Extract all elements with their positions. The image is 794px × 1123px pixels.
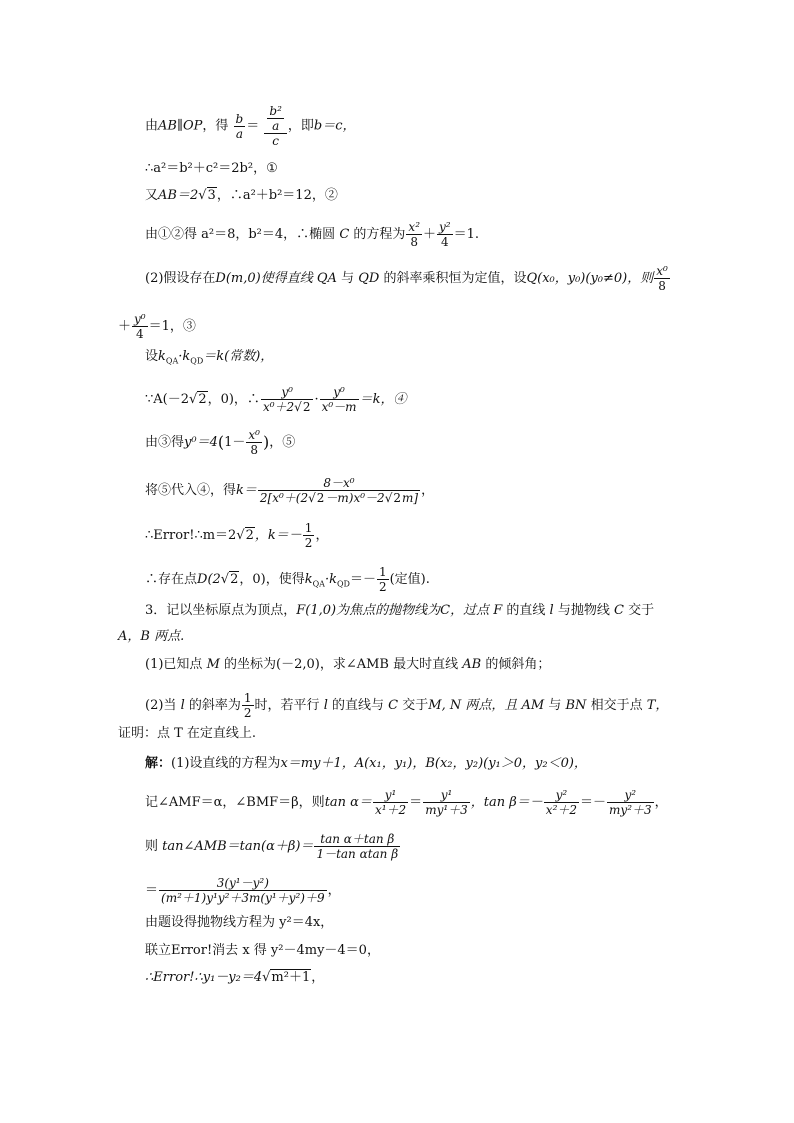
text: ＝k(常数)， — [203, 349, 274, 364]
text: 交于 — [402, 698, 429, 713]
text: ＝ — [409, 795, 423, 810]
text: 1－ — [224, 435, 246, 450]
text: 的方程为 — [353, 227, 406, 242]
line-k-expression — [145, 476, 434, 505]
fraction: $\frac{\text{x⁰}}{8}$ — [656, 264, 668, 293]
text: y⁰＝4 — [184, 435, 218, 450]
text: 与抛物线 — [557, 603, 610, 618]
text: C，过点 — [440, 603, 490, 618]
text: 的坐标为(－2,0)，求∠AMB 最大时直线 — [224, 657, 459, 672]
text: 又 — [145, 188, 159, 203]
line-eq4: ∵A(－2√2，0)，∴ $\frac{\text{y⁰}}{\text{x⁰＋2√2}}$ · $\frac{\text{y⁰}}{\text{x⁰－m}}$ ＝k，④ — [145, 385, 407, 414]
line-ellipse-equation — [145, 220, 479, 249]
text: l — [323, 698, 328, 713]
problem-3-statement — [145, 603, 654, 619]
text: A，B 两点. — [118, 629, 185, 644]
text: C — [614, 603, 624, 618]
text: QA — [165, 356, 179, 366]
fraction: $\frac{\text{tan α＋tan β}}{\text{1－tan αtan β}}$ — [316, 832, 399, 861]
text: C — [339, 227, 350, 242]
text: 由 — [145, 118, 159, 134]
text: F(1,0)为焦点的抛物线为 — [296, 603, 441, 618]
text: ＝－ — [349, 572, 376, 587]
text: (2)当 — [145, 698, 177, 713]
solution-line-2 — [145, 788, 668, 817]
line-eq2: 又AB＝2√3，∴a²＋b²＝12，② — [145, 188, 338, 203]
text: QD — [336, 579, 350, 589]
text: QD — [190, 356, 204, 366]
text: ＋ — [118, 319, 132, 334]
text: 的直线与 — [332, 698, 385, 713]
text: (1)设直线的方程为 — [171, 756, 281, 771]
fraction-nested: $\frac{\frac{\text{b²}}{a}}{c}$ — [264, 104, 287, 148]
text: Q(x₀，y₀)(y₀≠0)，则 — [526, 271, 654, 286]
text: tan α＝ — [324, 795, 372, 810]
solution-line-7: ∴Error!∴y₁－y₂＝4√m²＋1， — [145, 970, 325, 985]
fraction: $\frac{\text{x²}}{8}$ — [408, 220, 420, 249]
text: AB — [158, 118, 177, 134]
text: 设 — [145, 349, 159, 364]
text: ， — [311, 970, 325, 985]
text: · — [314, 392, 319, 407]
text: ∴Error!∴y₁－y₂＝4 — [145, 970, 263, 985]
text: x＝my＋1，A(x₁，y₁)，B(x₂，y₂)(y₁＞0，y₂＜0)， — [280, 756, 587, 771]
fraction: $\frac{\text{y²}}{4}$ — [439, 220, 451, 249]
text: D(2 — [197, 572, 221, 587]
fraction-b-over-a: $\frac{b}{a}$ — [235, 111, 244, 141]
sqrt-arg: m²＋1 — [271, 970, 311, 985]
text: ∴存在点 — [145, 572, 198, 587]
text: k — [158, 349, 166, 364]
text: 与 — [548, 698, 562, 713]
text: l — [549, 603, 554, 618]
fraction: $\frac{\text{8－x⁰}}{\text{2[x⁰＋(2√2－m)x⁰－2√2m]}}$ — [259, 476, 419, 505]
text: ，tan β＝－ — [470, 795, 543, 810]
text: AB＝2 — [158, 188, 199, 203]
fraction: $\frac{\text{y⁰}}{\text{x⁰－m}}$ — [321, 385, 357, 414]
text: 则 — [145, 839, 159, 854]
text: AB — [462, 657, 482, 672]
text: 由③得 — [145, 435, 185, 450]
text: ＝－ — [580, 795, 607, 810]
sqrt-arg: 2 — [230, 572, 239, 587]
text: ，0)，∴ — [207, 392, 260, 407]
sqrt-arg: 2 — [245, 528, 254, 543]
solution-line-6 — [145, 943, 380, 959]
fraction: $\frac{1}{2}$ — [304, 521, 313, 550]
line-k-definition — [145, 349, 273, 365]
text: ，即 — [287, 118, 314, 134]
text: 的斜率为 — [188, 698, 241, 713]
text: 的倾斜角； — [485, 657, 551, 672]
text: ， — [654, 795, 668, 810]
question-2-line2 — [118, 726, 256, 742]
text: l — [180, 698, 185, 713]
solution-line-1 — [145, 756, 587, 772]
text: F — [493, 603, 503, 618]
solution-line-5 — [145, 915, 333, 931]
text: 交于 — [628, 603, 655, 618]
text: ＋ — [423, 227, 437, 242]
text: 将⑤代入④，得 — [145, 483, 237, 498]
text: ，k＝－ — [254, 528, 302, 543]
text: T， — [646, 698, 669, 713]
text: 证明：点 T 在定直线上. — [118, 726, 257, 741]
text: ∴a²＝b²＋c²＝2b²，① — [145, 161, 278, 176]
text: ∴Error!∴m＝2 — [145, 528, 237, 543]
text: tan∠AMB＝tan(α＋β)＝ — [162, 839, 314, 854]
text: ＝k，④ — [359, 392, 407, 407]
problem-3-line2 — [118, 629, 184, 645]
text: OP — [182, 118, 203, 134]
line-conclusion: ∴存在点D(2√2，0)，使得$k_{QA}\cdot k_{QD}=-$ $\frac{1}{2}$ (定值). — [145, 565, 430, 594]
text: 与 — [341, 271, 355, 286]
fraction: $\frac{\text{y⁰}}{4}$ — [134, 312, 146, 341]
fraction: $\frac{\text{y²}}{\text{x²＋2}}$ — [545, 788, 578, 817]
fraction: $\frac{\text{y¹}}{\text{my¹＋3}}$ — [425, 788, 468, 817]
line-eq3 — [118, 312, 196, 341]
line-m-value: ∴Error!∴m＝2√2，k＝－ $\frac{1}{2}$ ， — [145, 521, 329, 550]
fraction: $\frac{\text{3(y¹－y²)}}{\text{(m²＋1)y¹y²＋3m(y¹＋y²)＋9}}$ — [161, 876, 325, 905]
question-1 — [145, 657, 550, 673]
text: ＝1. — [453, 227, 480, 242]
sqrt-arg: 2 — [198, 392, 207, 407]
fraction: $\frac{\text{x⁰}}{8}$ — [248, 428, 260, 457]
text: 相交于点 — [590, 698, 643, 713]
text: ， — [327, 883, 341, 898]
text: C — [388, 698, 399, 713]
text: (1)已知点 — [145, 657, 203, 672]
text: 由①②得 a²＝8，b²＝4，∴椭圆 — [145, 227, 336, 242]
text: QA — [312, 579, 325, 589]
text: ，∴a²＋b²＝12，② — [216, 188, 338, 203]
text: b＝c， — [313, 118, 356, 134]
fraction: $\frac{1}{2}$ — [243, 691, 252, 720]
question-2 — [145, 691, 668, 720]
text: k — [304, 572, 313, 587]
text: QD — [358, 271, 380, 286]
sqrt-arg: 3 — [207, 188, 216, 203]
solution-line-4 — [145, 876, 341, 905]
text: ， — [421, 483, 435, 498]
text: D(m,0)使得直线 — [215, 271, 313, 286]
text: 联立Error!消去 x 得 y²－4my－4＝0， — [145, 943, 380, 958]
text: 的直线 — [506, 603, 546, 618]
text: ，0)，使得 — [239, 572, 305, 587]
line-part2-assumption — [145, 264, 671, 293]
fraction: $\frac{\text{y²}}{\text{my²＋3}}$ — [609, 788, 652, 817]
line-eq5: 由③得y⁰＝4(1－ $\frac{\text{x⁰}}{8}$ )，⑤ — [145, 428, 296, 457]
fraction: $\frac{1}{2}$ — [378, 565, 387, 594]
text: ， — [315, 528, 329, 543]
text: (定值). — [389, 572, 430, 587]
text: ∵A(－2 — [145, 392, 190, 407]
text: ＝1，③ — [148, 319, 196, 334]
text: (2)假设存在 — [145, 271, 216, 286]
text: 由题设得抛物线方程为 y²＝4x， — [145, 915, 334, 930]
text: ＝ — [246, 118, 260, 134]
line-parallel-condition — [145, 104, 356, 148]
text: QA — [316, 271, 337, 286]
fraction: $\frac{\text{y¹}}{\text{x¹＋2}}$ — [374, 788, 407, 817]
text: ，⑤ — [269, 435, 296, 450]
text: 时，若平行 — [254, 698, 320, 713]
text: BN — [565, 698, 587, 713]
solution-line-3 — [145, 832, 401, 861]
fraction: $\frac{\text{y⁰}}{\text{x⁰＋2√2}}$ — [261, 385, 314, 414]
text: ·k — [178, 349, 191, 364]
text: M — [206, 657, 220, 672]
text: M, N 两点，且 — [428, 698, 518, 713]
text: ·k — [324, 572, 337, 587]
text: AM — [521, 698, 545, 713]
text: ＝ — [145, 883, 159, 898]
text: 的斜率乘积恒为定值，设 — [383, 271, 527, 286]
text: k＝ — [236, 483, 257, 498]
text: ∥ — [176, 118, 183, 134]
text: 3．记以坐标原点为顶点， — [145, 603, 297, 618]
line-eq1 — [145, 161, 278, 177]
text: ，得 — [202, 118, 229, 134]
solution-label: 解： — [145, 756, 172, 771]
text: 记∠AMF＝α，∠BMF＝β，则 — [145, 795, 325, 810]
